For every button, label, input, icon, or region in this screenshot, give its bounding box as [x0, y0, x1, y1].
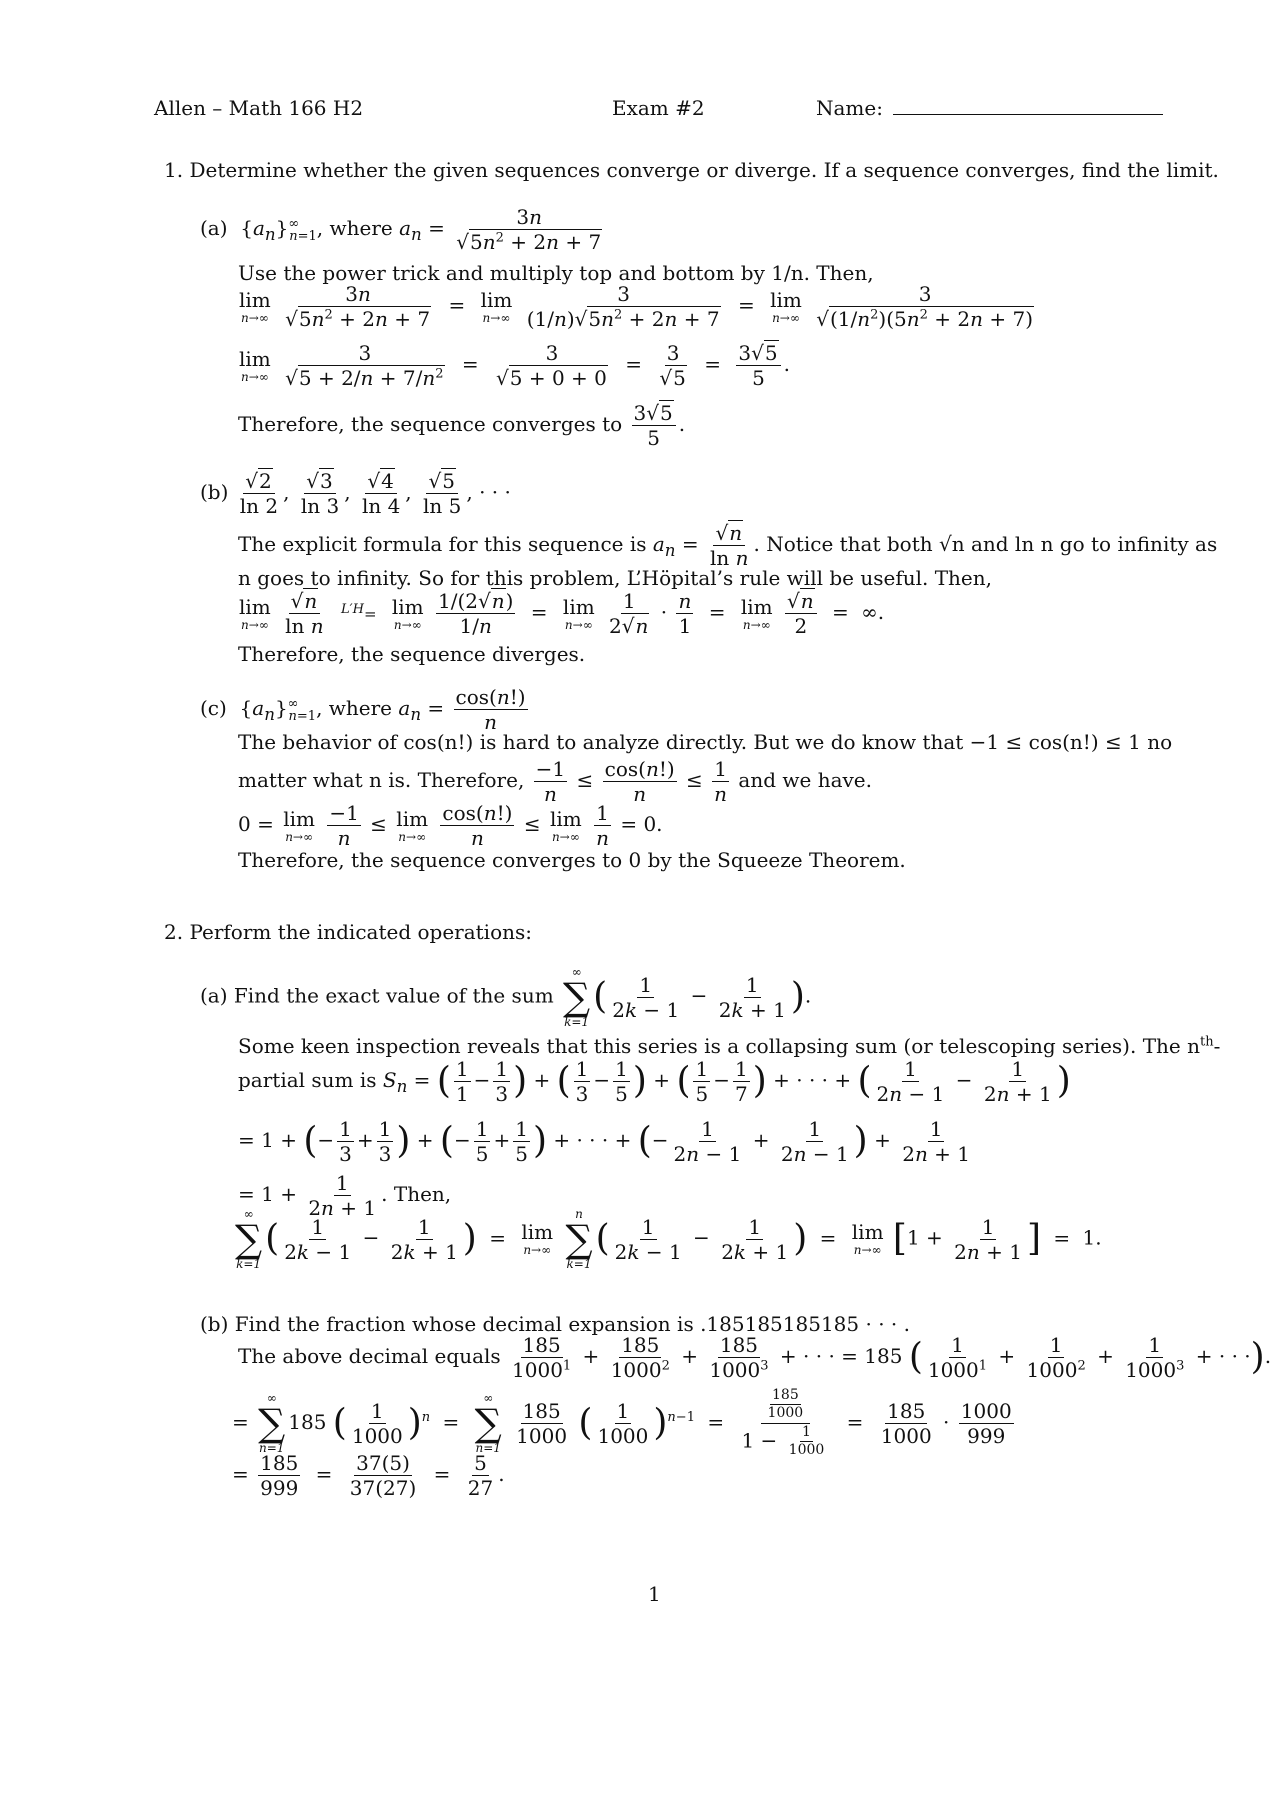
part-label: (b): [200, 480, 229, 504]
problem-2b-geometric-series: = ∞ ∑ n=1 185 ( $\frac{1}{1000}$ )$^n$ = ∞ ∑ n=1 $\frac{185}{1000}$ ( $\frac{1}{1000}$ )$^{n-1}$ = $\frac{185}{1000}$ 1 − $\frac{1}{1000}$ = $\frac{185}{1000}$ · $\frac{1000}{999}$: [232, 1387, 1012, 1459]
problem-1b-statement: (b) $\frac{√2}{\ln 2}$ , $\frac{√3}{\ln 3}$ , $\frac{√4}{\ln 4}$ , $\frac{√5}{\ln 5}$ , · · ·: [200, 469, 511, 518]
page-number: 1: [648, 1582, 661, 1606]
problem-2b-statement: (b) Find the fraction whose decimal expansion is .185185185185 · · · .: [200, 1312, 910, 1336]
part-label: (a): [200, 983, 228, 1008]
problem-1a-limit-line-2: lim n→∞ $\frac{3}{√5 + 2/n + 7/n^2}$ = $\frac{3}{√5 + 0 + 0}$ = $\frac{3}{√5}$ = $\frac{3√5}{5}$ .: [239, 341, 790, 390]
problem-1b-limit: lim n→∞ $\frac{√n}{\text{ln n}}$ $^{L'H}$= lim n→∞ $\frac{1/(2√n)}{1/n}$ = lim n→∞ $\frac{1}{2√n}$ · $\frac{n}{1}$ = lim n→∞ $\frac{√n}{2}$ = ∞.: [239, 589, 885, 638]
problem-2-number: 2.: [164, 920, 184, 944]
problem-1c-squeeze: 0 = lim n→∞ $\frac{-1}{n}$ ≤ lim n→∞ $\frac{\cos(n!)}{n}$ ≤ lim n→∞ $\frac{1}{n}$ = 0.: [238, 801, 663, 850]
problem-1a-conclusion: Therefore, the sequence converges to $\frac{3√5}{5}$ .: [238, 401, 686, 450]
part-label: (b): [200, 1312, 229, 1336]
problem-1c-text-1: The behavior of cos(n!) is hard to analyze directly. But we do know that −1 ≤ cos(n!) ≤ 1 no: [238, 730, 1173, 754]
name-blank-line: [893, 96, 1163, 115]
problem-1a-statement: (a) $\{a_n\}^\infty_{n=1}$, where $a_n$ = $\frac{3n}{√5n^2 + 2n + 7}$: [200, 206, 607, 253]
problem-2a-partial-sum: partial sum is $S_n$ = ( $\frac{1}{1}$ − $\frac{1}{3}$ ) + ( $\frac{1}{3}$ − $\frac{1}{5}$ ) + ( $\frac{1}{5}$ − $\frac{1}{7}$ ) + · · · + ( $\frac{1}{2n - 1}$ − $\frac{1}{2n + 1}$ ): [238, 1057, 1071, 1106]
problem-1c-text-2: matter what n is. Therefore, $\frac{-1}{n}$ ≤ $\frac{\cos(n!)}{n}$ ≤ $\frac{1}{n}$ and we have.: [238, 757, 872, 806]
problem-1c-statement: (c) $\{a_n\}^\infty_{n=1}$, where $a_n$ = $\frac{\cos(n!)}{n}$: [200, 685, 526, 734]
problem-1b-text-1: The explicit formula for this sequence is $a_n$ = $\frac{√n}{\text{ln n}}$ . Notice that both √n and ln n go to infinity as: [238, 521, 1218, 570]
problem-1c-conclusion: Therefore, the sequence converges to 0 by the Squeeze Theorem.: [238, 848, 906, 872]
name-field: [816, 96, 1163, 120]
problem-2a-text-1: Some keen inspection reveals that this series is a collapsing sum (or telescoping series). The $n^{th}-$: [238, 1034, 1221, 1058]
problem-1-number: 1.: [164, 158, 184, 182]
part-label: (a): [200, 216, 228, 240]
problem-1a-limit-line-1: lim n→∞ $\frac{3n}{√5n^2 + 2n + 7}$ = lim n→∞ $\frac{3}{(1/n)√5n^2 + 2n + 7}$ = lim n→∞ $\frac{3}{√(1/n^2)(5n^2 + 2n + 7)}$: [239, 282, 1033, 331]
formula-fraction: $\frac{3n}{√5n^2 + 2n + 7}$: [456, 205, 602, 254]
problem-2a-regroup: = 1 + (− $\frac{1}{3}$ + $\frac{1}{3}$ ) + (− $\frac{1}{5}$ + $\frac{1}{5}$ ) + · · · + (− $\frac{1}{2n - 1}$ + $\frac{1}{2n - 1}$ ) + $\frac{1}{2n + 1}$: [238, 1117, 971, 1166]
problem-1a-text: Use the power trick and multiply top and bottom by 1/n. Then,: [238, 261, 874, 285]
problem-2-prompt: 2. Perform the indicated operations:: [164, 920, 533, 944]
name-label: Name:: [816, 96, 883, 120]
exam-title: Exam #2: [612, 96, 705, 120]
course-title: Allen – Math 166 H2: [154, 96, 364, 120]
problem-1-prompt: 1. Determine whether the given sequences converge or diverge. If a sequence converges, find the limit.: [164, 158, 1219, 182]
problem-2a-statement: (a) Find the exact value of the sum ∞ ∑ k=1 ( $\frac{1}{2k - 1}$ − $\frac{1}{2k + 1}$ ).: [200, 965, 812, 1029]
problem-2a-simplified: = 1 + $\frac{1}{2n + 1}$ . Then,: [238, 1171, 452, 1220]
problem-1b-text-2: n goes to infinity. So for this problem, L’Höpital’s rule will be useful. Then,: [238, 566, 993, 590]
problem-2a-series-limit: ∞ ∑ k=1 ( $\frac{1}{2k - 1}$ − $\frac{1}{2k + 1}$ ) = lim n→∞ n ∑ k=1 ( $\frac{1}{2k - 1}$ − $\frac{1}{2k + 1}$ ) = lim n→∞ [1 + $\frac{1}{2n + 1}$ ] = 1.: [235, 1207, 1102, 1271]
problem-2b-result: = $\frac{185}{999}$ = $\frac{37(5)}{37(27)}$ = $\frac{5}{27}$ .: [232, 1451, 505, 1500]
problem-1b-conclusion: Therefore, the sequence diverges.: [238, 642, 586, 666]
problem-2b-decimal-sum: The above decimal equals $\frac{185}{1000^1}$ + $\frac{185}{1000^2}$ + $\frac{185}{1000^3}$ + · · · = 185 ( $\frac{1}{1000^1}$ + $\frac{1}{1000^2}$ + $\frac{1}{1000^3}$ + · · ·).: [238, 1333, 1272, 1382]
part-label: (c): [200, 696, 227, 720]
